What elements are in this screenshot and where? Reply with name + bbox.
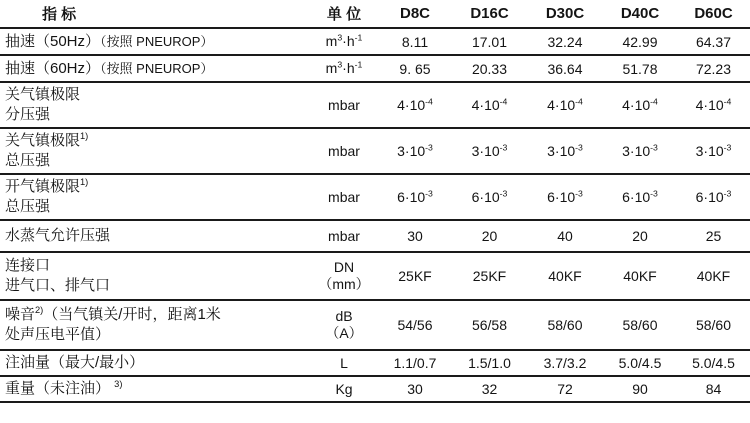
row-unit: L [310,350,378,376]
row-unit: $m^3\cdot h^{-1}$ [310,28,378,55]
row-label: 关气镇极限$^{1)}$ 总压强 [0,128,310,174]
value-d16c: 25KF [452,252,527,300]
value-d16c: 17.01 [452,28,527,55]
header-indicator: 指 标 [0,0,310,28]
value-d8c: 9. 65 [378,55,452,82]
value-d30c: 58/60 [527,300,603,350]
value-d40c: 40KF [603,252,677,300]
value-d16c: 56/58 [452,300,527,350]
value-d30c: $3\cdot 10^{-3}$ [527,128,603,174]
row-label: 开气镇极限$^{1)}$ 总压强 [0,174,310,220]
value-d30c: 40 [527,220,603,252]
header-model-d8c: D8C [378,0,452,28]
value-d60c: 5.0/4.5 [677,350,750,376]
row-unit: mbar [310,220,378,252]
spec-row-10 [0,376,750,402]
value-d16c: 20 [452,220,527,252]
value-d60c: 72.23 [677,55,750,82]
value-d60c: 64.37 [677,28,750,55]
table-body [0,28,750,402]
value-d60c: $4\cdot 10^{-4}$ [677,82,750,128]
value-d40c: $6\cdot 10^{-3}$ [603,174,677,220]
row-label: 水蒸气允许压强 [0,220,310,252]
spec-row-6 [0,220,750,252]
value-d40c: 20 [603,220,677,252]
header-model-d30c: D30C [527,0,603,28]
row-label: 连接口 进气口、排气口 [0,252,310,300]
value-d30c: 32.24 [527,28,603,55]
spec-row-7 [0,252,750,300]
row-unit: dB （A） [310,300,378,350]
spec-row-1 [0,28,750,55]
row-label: 抽速（50Hz）（按照 PNEUROP） [0,28,310,55]
value-d60c: 84 [677,376,750,402]
value-d16c: 20.33 [452,55,527,82]
value-d30c: 40KF [527,252,603,300]
value-d8c: $4\cdot 10^{-4}$ [378,82,452,128]
row-label: 重量（未注油） $^{3)}$ [0,376,310,402]
spec-row-9 [0,350,750,376]
spec-row-5 [0,174,750,220]
header-row [0,0,750,28]
value-d40c: 42.99 [603,28,677,55]
value-d40c: 51.78 [603,55,677,82]
value-d8c: 30 [378,220,452,252]
value-d60c: $6\cdot 10^{-3}$ [677,174,750,220]
row-unit: $m^3\cdot h^{-1}$ [310,55,378,82]
value-d30c: 72 [527,376,603,402]
value-d60c: 25 [677,220,750,252]
spec-row-4 [0,128,750,174]
row-unit: DN （mm） [310,252,378,300]
value-d8c: 30 [378,376,452,402]
value-d8c: 25KF [378,252,452,300]
spec-row-3 [0,82,750,128]
value-d40c: $3\cdot 10^{-3}$ [603,128,677,174]
header-unit: 单 位 [310,0,378,28]
row-unit: mbar [310,174,378,220]
value-d40c: 58/60 [603,300,677,350]
value-d30c: $6\cdot 10^{-3}$ [527,174,603,220]
value-d40c: 5.0/4.5 [603,350,677,376]
value-d16c: $4\cdot 10^{-4}$ [452,82,527,128]
row-label: 注油量（最大/最小） [0,350,310,376]
value-d8c: $3\cdot 10^{-3}$ [378,128,452,174]
table-header [0,0,750,28]
value-d16c: 32 [452,376,527,402]
spec-row-8 [0,300,750,350]
row-label: 关气镇极限 分压强 [0,82,310,128]
spec-row-2 [0,55,750,82]
header-model-d16c: D16C [452,0,527,28]
value-d60c: 40KF [677,252,750,300]
value-d40c: 90 [603,376,677,402]
value-d60c: 58/60 [677,300,750,350]
row-label: 抽速（60Hz）（按照 PNEUROP） [0,55,310,82]
value-d30c: 3.7/3.2 [527,350,603,376]
value-d8c: 54/56 [378,300,452,350]
value-d16c: 1.5/1.0 [452,350,527,376]
value-d30c: 36.64 [527,55,603,82]
value-d8c: 1.1/0.7 [378,350,452,376]
row-label: 噪音$^{2)}$（当气镇关/开时，距离1米 处声压电平值） [0,300,310,350]
row-unit: Kg [310,376,378,402]
value-d60c: $3\cdot 10^{-3}$ [677,128,750,174]
value-d8c: $6\cdot 10^{-3}$ [378,174,452,220]
row-unit: mbar [310,128,378,174]
row-unit: mbar [310,82,378,128]
value-d16c: $3\cdot 10^{-3}$ [452,128,527,174]
value-d40c: $4\cdot 10^{-4}$ [603,82,677,128]
value-d8c: 8.11 [378,28,452,55]
value-d30c: $4\cdot 10^{-4}$ [527,82,603,128]
header-model-d40c: D40C [603,0,677,28]
value-d16c: $6\cdot 10^{-3}$ [452,174,527,220]
header-model-d60c: D60C [677,0,750,28]
